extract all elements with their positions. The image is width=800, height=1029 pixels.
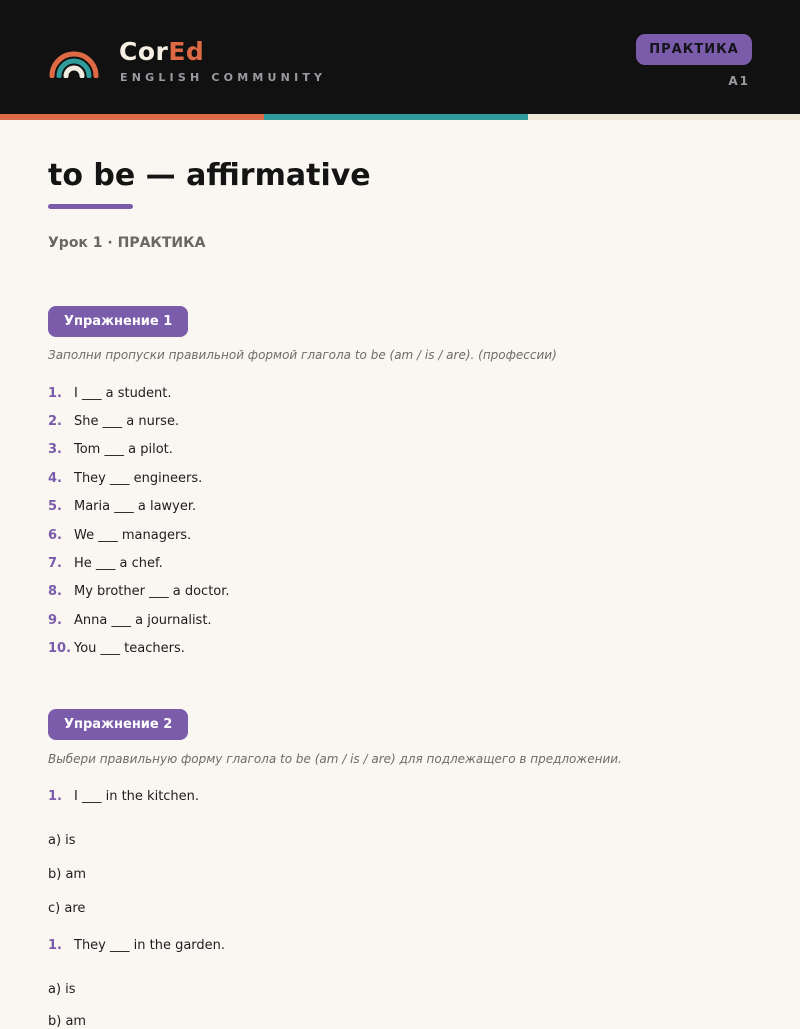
question-item <box>48 789 199 804</box>
answer-option: a) is <box>48 982 76 997</box>
item-text: Tom ___ a pilot. <box>74 442 173 458</box>
item-text: I ___ a student. <box>74 385 172 401</box>
question-text: They ___ in the garden. <box>74 938 226 953</box>
item-text: Anna ___ a journalist. <box>74 612 212 628</box>
list-item <box>48 407 230 435</box>
practice-badge: ПРАКТИКА <box>636 34 752 65</box>
item-text: Maria ___ a lawyer. <box>74 499 197 515</box>
level-label: A1 <box>728 74 750 88</box>
question-item <box>48 938 225 953</box>
brand-name <box>119 37 204 66</box>
question-text: I ___ in the kitchen. <box>74 789 200 804</box>
list-item <box>48 606 230 634</box>
item-text: You ___ teachers. <box>74 641 185 657</box>
brand-tagline: ENGLISH COMMUNITY <box>120 71 327 84</box>
item-number: 3. <box>48 442 62 458</box>
brand-name-part2: Ed <box>168 37 205 66</box>
item-text: They ___ engineers. <box>74 470 203 486</box>
page-title: to be — affirmative <box>48 158 371 193</box>
item-number: 10. <box>48 641 72 657</box>
list-item <box>48 493 230 521</box>
exercise-2-label: Упражнение 2 <box>48 709 188 740</box>
accent-stripe-teal <box>264 114 528 120</box>
item-text: My brother ___ a doctor. <box>74 584 230 600</box>
question-number: 1. <box>48 938 62 953</box>
list-item <box>48 521 230 549</box>
item-text: She ___ a nurse. <box>74 414 180 430</box>
exercise-1-label: Упражнение 1 <box>48 306 188 337</box>
question-number: 1. <box>48 789 62 804</box>
answer-option: a) is <box>48 833 76 848</box>
page-subtitle: Урок 1 · ПРАКТИКА <box>48 235 206 251</box>
item-text: He ___ a chef. <box>74 556 163 572</box>
list-item <box>48 379 230 407</box>
exercise-2-instruction: Выбери правильную форму глагола to be (am / is / are) для подлежащего в предложении. <box>48 752 622 766</box>
exercise-1-list <box>48 379 230 663</box>
header <box>0 0 800 114</box>
list-item <box>48 635 230 663</box>
exercise-1-instruction: Заполни пропуски правильной формой глагола to be (am / is / are). (профессии) <box>48 348 557 362</box>
title-underline <box>48 204 133 209</box>
list-item <box>48 464 230 492</box>
item-number: 4. <box>48 470 62 486</box>
rainbow-logo-icon <box>48 46 100 78</box>
list-item <box>48 578 230 606</box>
answer-option: b) am <box>48 1014 87 1029</box>
item-number: 9. <box>48 612 62 628</box>
item-text: We ___ managers. <box>74 527 192 543</box>
answer-option: b) am <box>48 867 87 882</box>
item-number: 8. <box>48 584 62 600</box>
list-item <box>48 549 230 577</box>
item-number: 6. <box>48 527 62 543</box>
item-number: 2. <box>48 414 62 430</box>
brand-name-part1: Cor <box>119 37 169 66</box>
answer-option: c) are <box>48 901 86 916</box>
item-number: 5. <box>48 499 62 515</box>
item-number: 7. <box>48 556 62 572</box>
accent-stripe-cream <box>528 114 800 120</box>
accent-stripe-coral <box>0 114 264 120</box>
item-number: 1. <box>48 385 62 401</box>
list-item <box>48 436 230 464</box>
